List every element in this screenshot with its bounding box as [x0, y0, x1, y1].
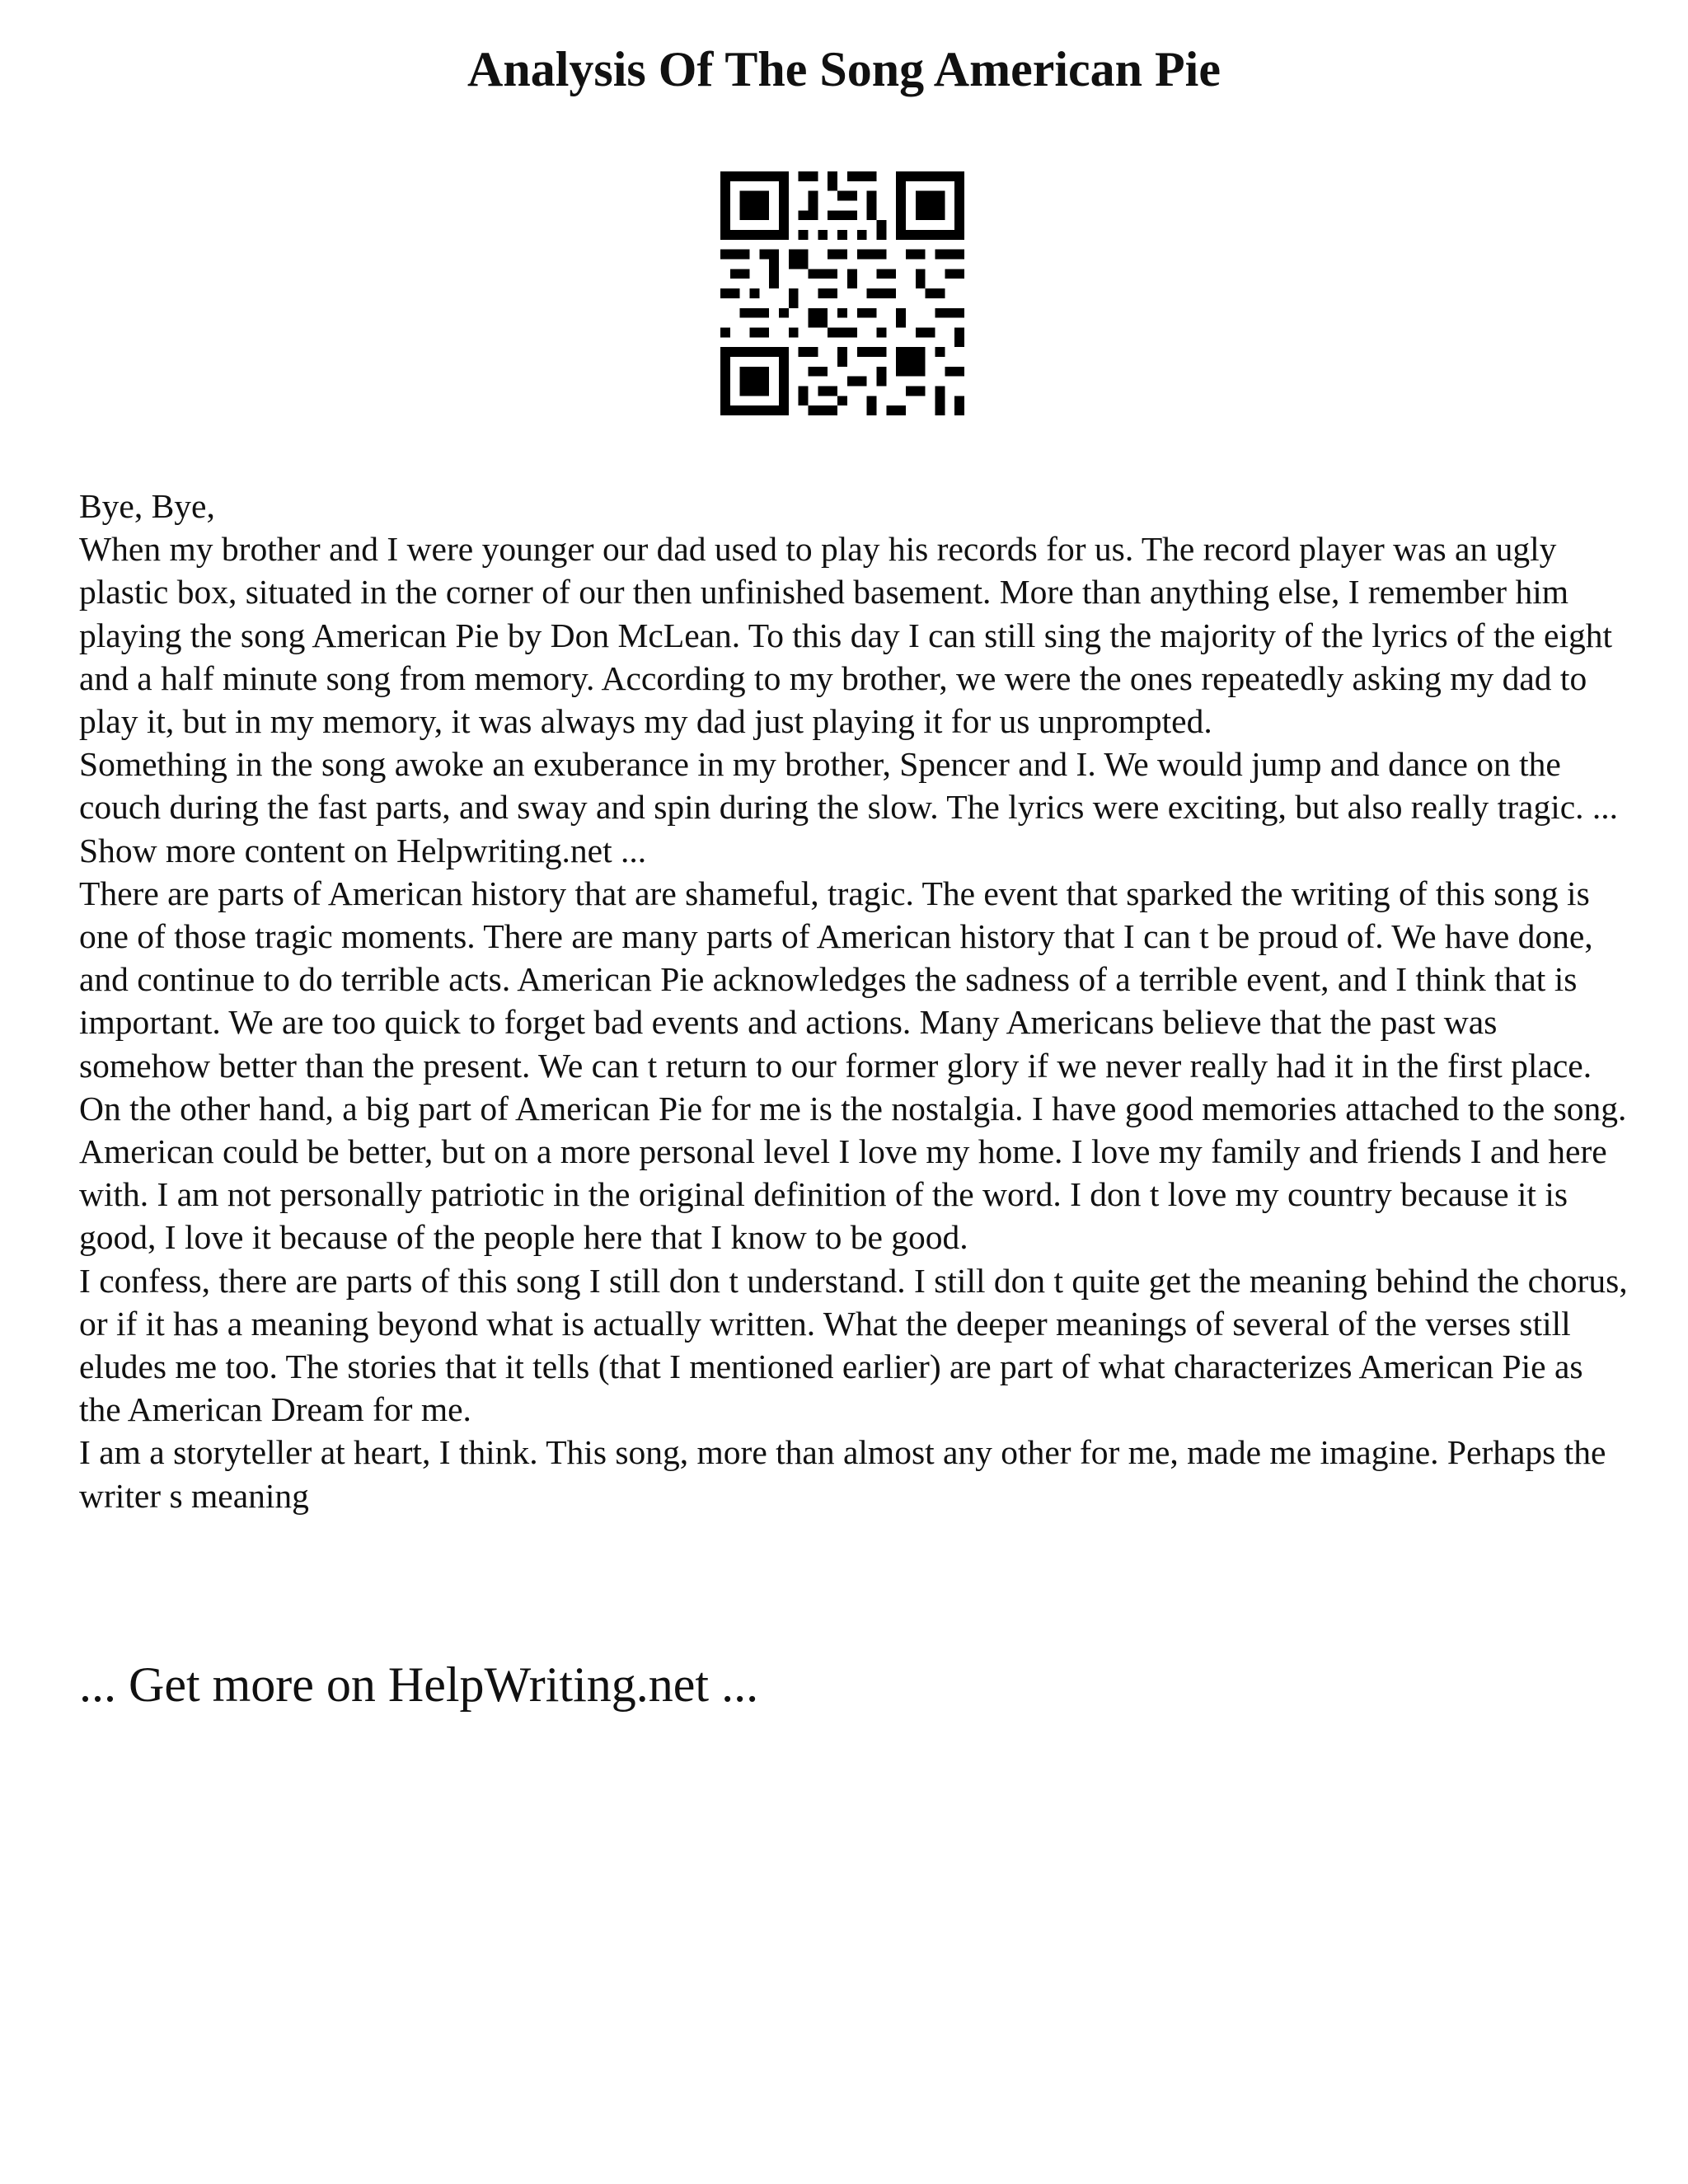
qr-code-icon [720, 171, 964, 415]
paragraph: I am a storyteller at heart, I think. This song, more than almost any other for me, made me imagine. Perhaps the writer s meaning [79, 1433, 1606, 1515]
paragraph: Bye, Bye, [79, 487, 215, 525]
page-title: Analysis Of The Song American Pie [467, 42, 1221, 96]
article-body [79, 485, 1629, 1517]
paragraph: Something in the song awoke an exuberance in my brother, Spencer and I. We would jump and dance on the couch during the fast parts, and sway and spin during the slow. The lyrics were exciting, but also really tragic. ... Show more content on Helpwriting.net ... [79, 745, 1619, 869]
paragraph: There are parts of American history that are shameful, tragic. The event that sparked the writing of this song is one of those tragic moments. There are many parts of American history that I can t be proud of. We have done, and continue to do terrible acts. American Pie acknowledges the sadness of a terrible event, and I think that is important. We are too quick to forget bad events and actions. Many Americans believe that the past was somehow better than the present. We can t return to our former glory if we never really had it in the first place. [79, 874, 1593, 1085]
get-more-link[interactable]: ... Get more on HelpWriting.net ... [79, 1657, 759, 1712]
paragraph: When my brother and I were younger our dad used to play his records for us. The record player was an ugly plastic box, situated in the corner of our then unfinished basement. More than anything else, I remember him playing the song American Pie by Don McLean. To this day I can still sing the majority of the lyrics of the eight and a half minute song from memory. According to my brother, we were the ones repeatedly asking my dad to play it, but in my memory, it was always my dad just playing it for us unprompted. [79, 530, 1613, 741]
paragraph: On the other hand, a big part of American Pie for me is the nostalgia. I have good memories attached to the song. American could be better, but on a more personal level I love my home. I love my family and friends I and here with. I am not personally patriotic in the original definition of the word. I don t love my country because it is good, I love it because of the people here that I know to be good. [79, 1089, 1627, 1257]
paragraph: I confess, there are parts of this song I still don t understand. I still don t quite get the meaning behind the chorus, or if it has a meaning beyond what is actually written. What the deeper meanings of several of the verses still eludes me too. The stories that it tells (that I mentioned earlier) are part of what characterizes American Pie as the American Dream for me. [79, 1261, 1628, 1429]
